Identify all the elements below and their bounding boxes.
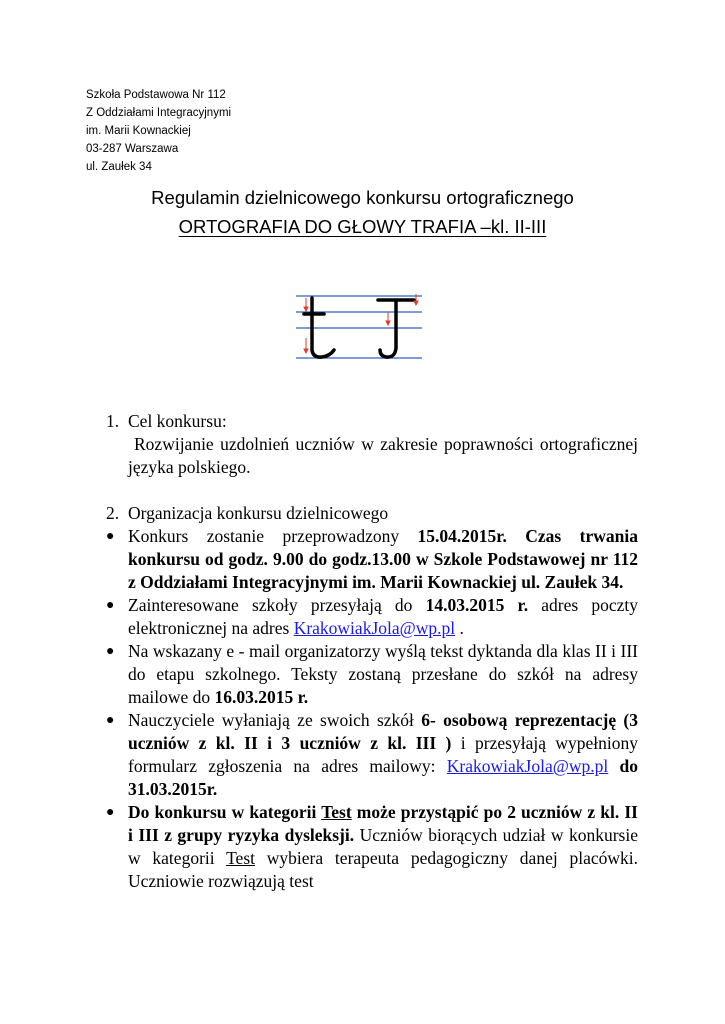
item-bold-text: do 31.03.2015r.	[128, 756, 638, 799]
item-bold-text: 16.03.2015 r.	[214, 687, 309, 707]
bullet-icon: ●	[106, 598, 115, 613]
item-text: Nauczyciele wyłaniają ze swoich szkół	[128, 710, 422, 730]
item-bold-text: 6- osobową reprezentację (3 uczniów z kl. II i 3 uczniów z kl. III )	[128, 710, 639, 753]
section-organization	[106, 502, 638, 525]
list-item	[106, 594, 638, 640]
handwriting-letter-t-icon	[296, 292, 422, 364]
email-link[interactable]: KrakowiakJola@wp.pl	[293, 618, 456, 638]
section-goal	[106, 410, 638, 433]
item-text: Uczniów biorących udział w konkursie w kategorii	[128, 825, 638, 868]
item-text: wybiera terapeuta pedagogiczny danej placówki. Uczniowie rozwiązują test	[128, 848, 638, 891]
item-bold-text: Do konkursu w kategorii	[128, 802, 322, 822]
school-address	[86, 86, 231, 176]
section-heading: Cel konkursu:	[128, 411, 227, 431]
item-bold-text: Test	[321, 802, 352, 822]
email-link[interactable]: KrakowiakJola@wp.pl	[446, 756, 609, 776]
bullet-icon: ●	[106, 644, 115, 659]
list-item	[106, 709, 638, 801]
section-heading: Organizacja konkursu dzielnicowego	[128, 503, 389, 523]
list-item	[106, 525, 638, 594]
section-text: Rozwijanie uzdolnień uczniów w zakresie poprawności ortograficznej języka polskiego.	[128, 434, 638, 477]
item-bold-text: może przystąpić po 2 uczniów z kl. II i III z grupy ryzyka dysleksji.	[128, 802, 638, 845]
item-text: Na wskazany e - mail organizatorzy wyślą tekst dyktanda dla klas II i III do etapu szkolnego. Teksty zostaną przesłane do szkół na adresy mailowe do	[128, 641, 638, 707]
address-line: Z Oddziałami Integracyjnymi	[86, 107, 232, 119]
contest-name: ORTOGRAFIA DO GŁOWY TRAFIA –kl. II-III	[178, 216, 547, 237]
document-title: Regulamin dzielnicowego konkursu ortograficznego	[151, 187, 574, 208]
item-text: Konkurs zostanie przeprowadzony	[128, 526, 418, 546]
list-item	[106, 801, 638, 893]
item-text: Zainteresowane szkoły przesyłają do	[128, 595, 426, 615]
organization-list	[106, 525, 638, 893]
address-line: 03-287 Warszawa	[86, 143, 179, 155]
address-line: ul. Zaułek 34	[86, 161, 152, 173]
list-item	[106, 640, 638, 709]
bullet-icon: ●	[106, 805, 115, 820]
address-line: im. Marii Kownackiej	[86, 125, 191, 137]
item-text: Test	[226, 848, 256, 868]
section-number: 2.	[106, 503, 120, 523]
address-line: Szkoła Podstawowa Nr 112	[86, 89, 226, 101]
regulations-body	[106, 410, 638, 893]
item-bold-text: 14.03.2015 r.	[425, 595, 529, 615]
item-bold-text: 15.04.2015r. Czas trwania konkursu od godz. 9.00 do godz.13.00 w Szkole Podstawowej nr 112 z Oddziałami Integracyjnymi im. Marii Kownackiej ul. Zaułek 34.	[128, 526, 638, 592]
item-text: .	[455, 618, 464, 638]
section-number: 1.	[106, 411, 120, 431]
bullet-icon: ●	[106, 529, 115, 544]
bullet-icon: ●	[106, 713, 115, 728]
item-text: i przesyłają wypełniony formularz zgłoszenia na adres mailowy:	[128, 733, 638, 776]
item-text: adres poczty elektronicznej na adres	[128, 595, 638, 638]
